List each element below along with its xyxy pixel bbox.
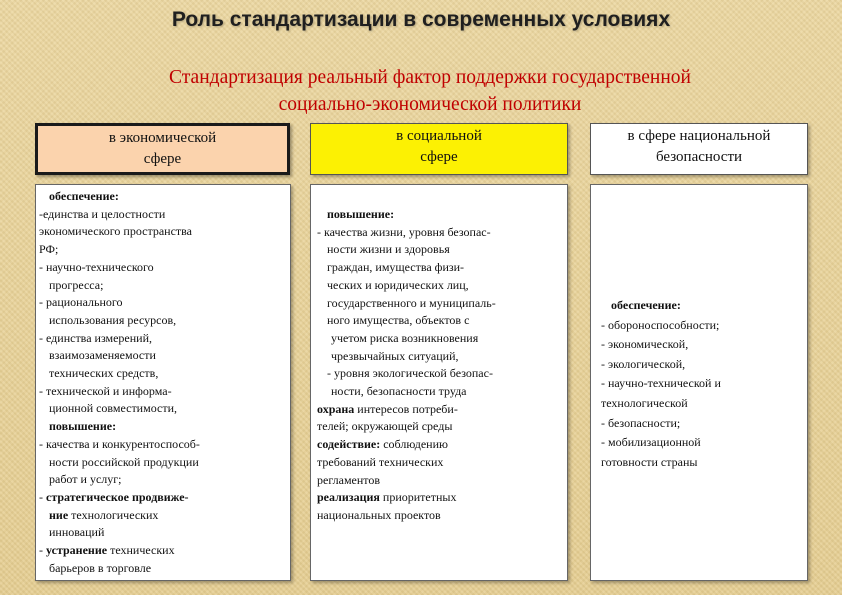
social-line: - уровня экологической безопас-	[327, 366, 493, 381]
econ-line: РФ;	[39, 242, 59, 257]
header-security-line-1: в сфере национальной	[627, 128, 771, 144]
security-line: обеспечение:	[611, 298, 681, 312]
econ-line: -единства и целостности	[39, 206, 166, 221]
social-text: интересов потреби-	[357, 401, 458, 416]
social-line	[317, 401, 563, 419]
social-bold-phrase: охрана	[317, 401, 355, 416]
econ-line: технических средств,	[49, 366, 159, 381]
slide-title: Роль стандартизации в современных условиях	[171, 8, 671, 31]
panel-security	[590, 184, 808, 581]
social-line	[317, 489, 563, 507]
header-security-line-2: безопасности	[655, 149, 743, 165]
security-line: - мобилизационной	[601, 435, 701, 450]
econ-line: использования ресурсов,	[49, 312, 177, 327]
econ-line	[39, 507, 286, 525]
social-line: ного имущества, объектов с	[327, 313, 470, 328]
security-line: - экономической,	[601, 337, 689, 352]
header-economic-line-2: сфере	[143, 151, 182, 167]
social-line	[317, 436, 563, 454]
social-bold-phrase: реализация	[317, 490, 380, 505]
social-text: приоритетных	[382, 490, 457, 505]
social-line: телей; окружающей среды	[317, 419, 453, 434]
econ-text: технологических	[71, 507, 159, 522]
social-line: национальных проектов	[317, 507, 441, 522]
econ-text: технических	[110, 543, 175, 558]
social-line: ности, безопасности труда	[331, 384, 467, 399]
econ-line: работ и услуг;	[49, 472, 122, 487]
econ-line: - качества и конкурентоспособ-	[39, 436, 200, 451]
social-line: регламентов	[317, 472, 381, 487]
header-economic-line-1: в экономической	[108, 130, 217, 146]
social-line: ческих и юридических лиц,	[327, 277, 469, 292]
econ-line: - единства измерений,	[39, 330, 153, 345]
subtitle-line-1: Стандартизация реальный фактор поддержки государственной	[169, 67, 691, 88]
panel-social	[310, 184, 568, 581]
econ-line: - научно-технического	[39, 259, 154, 274]
header-economic	[35, 123, 290, 175]
econ-line: ционной совместимости,	[49, 401, 177, 416]
security-line: - научно-технической и	[601, 376, 721, 391]
econ-line: взаимозаменяемости	[49, 348, 156, 363]
security-line: технологической	[601, 395, 688, 410]
slide-subtitle	[40, 64, 820, 118]
econ-line: обеспечение:	[49, 189, 119, 203]
header-social	[310, 123, 568, 175]
header-social-line-2: сфере	[420, 149, 458, 165]
social-line: ности жизни и здоровья	[327, 242, 450, 257]
social-line: повышение:	[327, 207, 395, 221]
econ-line: повышение:	[49, 419, 117, 434]
social-line: - качества жизни, уровня безопас-	[317, 224, 491, 239]
panel-economic	[35, 184, 291, 581]
econ-line: прогресса;	[49, 277, 104, 292]
econ-line: ности российской продукции	[49, 454, 199, 469]
social-line: граждан, имущества физи-	[327, 260, 465, 275]
econ-bold-phrase: ние	[49, 507, 69, 522]
econ-line: экономического пространства	[39, 224, 192, 239]
social-line: требований технических	[317, 454, 444, 469]
econ-line: - стратегическое продвиже-	[39, 489, 189, 504]
econ-line: барьеров в торговле	[49, 560, 152, 575]
social-bold-phrase: содействие:	[317, 437, 381, 452]
social-line: учетом риска возникновения	[331, 330, 479, 345]
social-line: чрезвычайных ситуаций,	[331, 348, 459, 363]
econ-line: - технической и информа-	[39, 383, 172, 398]
subtitle-line-2: социально-экономической политики	[278, 94, 582, 115]
security-line: - экологической,	[601, 356, 686, 371]
econ-line: - устранение технических	[39, 543, 175, 558]
econ-line: инноваций	[49, 525, 105, 540]
security-line: - безопасности;	[601, 415, 681, 430]
econ-bold-phrase: устранение	[46, 543, 108, 558]
econ-line: - рационального	[39, 295, 123, 310]
header-security	[590, 123, 808, 175]
econ-bold-phrase: стратегическое продвиже-	[46, 489, 189, 504]
social-text: соблюдению	[383, 437, 448, 452]
social-line: государственного и муниципаль-	[327, 295, 496, 310]
header-social-line-1: в социальной	[396, 128, 482, 144]
security-line: готовности страны	[601, 454, 698, 469]
security-line: - обороноспособности;	[601, 317, 720, 332]
